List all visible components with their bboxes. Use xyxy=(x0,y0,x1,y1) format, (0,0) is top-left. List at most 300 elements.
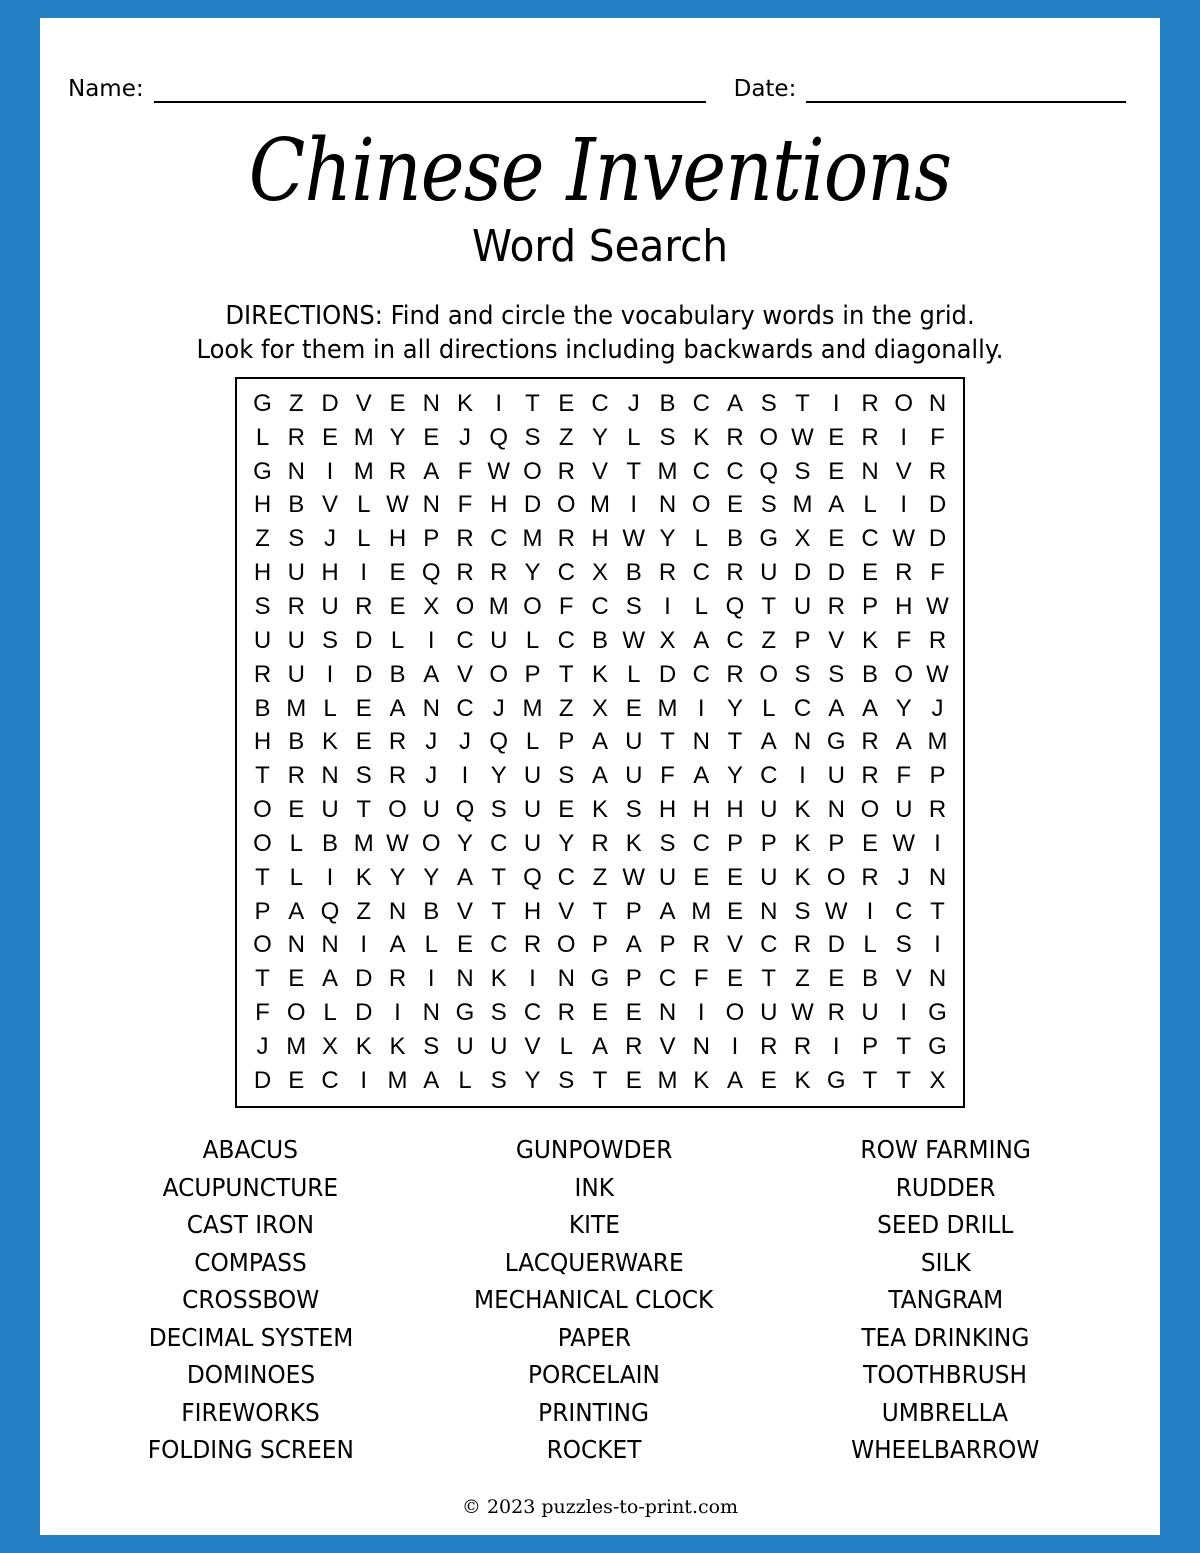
word-list-item[interactable]: GUNPOWDER xyxy=(515,1135,673,1165)
grid-cell[interactable]: J xyxy=(425,728,438,756)
grid-cell[interactable]: R xyxy=(253,660,272,688)
grid-cell[interactable]: H xyxy=(253,728,272,756)
grid-cell[interactable]: C xyxy=(490,525,508,553)
word-list-item[interactable]: INK xyxy=(574,1172,614,1202)
grid-cell[interactable]: I xyxy=(495,389,503,417)
grid-cell[interactable]: Y xyxy=(726,762,743,790)
grid-cell[interactable]: Q xyxy=(725,592,745,620)
grid-cell[interactable]: A xyxy=(693,626,710,654)
grid-cell[interactable]: P xyxy=(423,525,440,553)
grid-cell[interactable]: U xyxy=(625,728,643,756)
grid-cell[interactable]: R xyxy=(287,592,305,620)
grid-cell[interactable]: J xyxy=(459,728,471,756)
grid-cell[interactable]: D xyxy=(355,626,373,654)
grid-cell[interactable]: T xyxy=(356,796,372,824)
grid-cell[interactable]: I xyxy=(360,559,368,587)
grid-cell[interactable]: E xyxy=(321,423,338,451)
grid-cell[interactable]: B xyxy=(861,660,878,688)
grid-cell[interactable]: K xyxy=(355,863,372,891)
grid-cell[interactable]: E xyxy=(558,796,575,824)
grid-cell[interactable]: I xyxy=(900,423,908,451)
grid-cell[interactable]: M xyxy=(522,525,543,553)
grid-cell[interactable]: T xyxy=(592,897,608,925)
grid-cell[interactable]: A xyxy=(423,457,440,485)
grid-cell[interactable]: V xyxy=(828,626,845,654)
grid-cell[interactable]: T xyxy=(795,389,810,417)
grid-cell[interactable]: C xyxy=(692,829,710,857)
grid-cell[interactable]: R xyxy=(287,423,305,451)
grid-cell[interactable]: M xyxy=(657,1066,678,1094)
grid-cell[interactable]: Y xyxy=(524,559,541,587)
grid-cell[interactable]: K xyxy=(861,626,878,654)
grid-cell[interactable]: K xyxy=(321,728,338,756)
grid-cell[interactable]: R xyxy=(793,1032,812,1060)
grid-cell[interactable]: H xyxy=(726,796,744,824)
grid-cell[interactable]: I xyxy=(529,965,536,993)
grid-cell[interactable]: P xyxy=(794,626,811,654)
grid-cell[interactable]: C xyxy=(456,694,474,722)
grid-cell[interactable]: G xyxy=(928,999,947,1027)
grid-cell[interactable]: K xyxy=(794,863,811,891)
grid-cell[interactable]: Z xyxy=(592,863,608,891)
grid-cell[interactable]: K xyxy=(591,660,608,688)
grid-cell[interactable]: T xyxy=(491,897,507,925)
grid-cell[interactable]: S xyxy=(659,423,676,451)
grid-cell[interactable]: R xyxy=(658,559,677,587)
grid-cell[interactable]: E xyxy=(726,965,743,993)
grid-cell[interactable]: W xyxy=(622,626,646,654)
grid-cell[interactable]: R xyxy=(827,999,845,1027)
grid-cell[interactable]: D xyxy=(321,389,339,417)
grid-cell[interactable]: Y xyxy=(389,423,406,451)
grid-cell[interactable]: T xyxy=(558,660,574,688)
grid-cell[interactable]: T xyxy=(626,457,642,485)
grid-cell[interactable]: C xyxy=(490,931,508,959)
grid-cell[interactable]: C xyxy=(591,592,609,620)
grid-cell[interactable]: C xyxy=(658,965,677,993)
word-list-item[interactable]: KITE xyxy=(568,1210,620,1240)
grid-cell[interactable]: O xyxy=(725,999,745,1027)
grid-cell[interactable]: R xyxy=(726,660,744,688)
grid-cell[interactable]: E xyxy=(828,457,845,485)
grid-cell[interactable]: S xyxy=(659,829,676,857)
grid-cell[interactable]: G xyxy=(455,999,475,1027)
grid-cell[interactable]: R xyxy=(726,559,744,587)
grid-cell[interactable]: L xyxy=(525,728,540,756)
grid-cell[interactable]: D xyxy=(355,999,373,1027)
grid-cell[interactable]: L xyxy=(627,423,641,451)
grid-cell[interactable]: O xyxy=(523,457,542,485)
grid-cell[interactable]: X xyxy=(929,1066,946,1094)
date-input-line[interactable] xyxy=(806,100,1126,103)
grid-cell[interactable]: D xyxy=(827,559,845,587)
grid-cell[interactable]: U xyxy=(861,999,879,1027)
grid-cell[interactable]: E xyxy=(726,863,743,891)
word-list-item[interactable]: ACUPUNCTURE xyxy=(162,1172,339,1202)
grid-cell[interactable]: N xyxy=(928,965,947,993)
word-list-item[interactable]: ROW FARMING xyxy=(860,1135,1031,1165)
grid-cell[interactable]: V xyxy=(524,1032,541,1060)
grid-cell[interactable]: K xyxy=(456,389,473,417)
grid-cell[interactable]: M xyxy=(286,1032,307,1060)
grid-cell[interactable]: S xyxy=(490,796,507,824)
grid-cell[interactable]: U xyxy=(321,796,339,824)
grid-cell[interactable]: U xyxy=(760,999,778,1027)
grid-cell[interactable]: S xyxy=(254,592,271,620)
grid-cell[interactable]: S xyxy=(895,931,912,959)
grid-cell[interactable]: F xyxy=(255,999,270,1027)
grid-cell[interactable]: M xyxy=(522,694,543,722)
word-list-item[interactable]: ROCKET xyxy=(546,1435,642,1465)
grid-cell[interactable]: L xyxy=(863,491,877,519)
grid-cell[interactable]: F xyxy=(457,457,473,485)
grid-cell[interactable]: W xyxy=(892,525,916,553)
grid-cell[interactable]: C xyxy=(490,829,508,857)
grid-cell[interactable]: Q xyxy=(455,796,475,824)
grid-cell[interactable]: U xyxy=(422,796,440,824)
grid-cell[interactable]: P xyxy=(591,931,608,959)
grid-cell[interactable]: C xyxy=(895,897,913,925)
grid-cell[interactable]: H xyxy=(253,491,272,519)
grid-cell[interactable]: T xyxy=(896,1066,912,1094)
grid-cell[interactable]: D xyxy=(928,491,947,519)
grid-cell[interactable]: W xyxy=(487,457,511,485)
grid-cell[interactable]: P xyxy=(625,897,642,925)
grid-cell[interactable]: S xyxy=(423,1032,440,1060)
grid-cell[interactable]: B xyxy=(321,829,338,857)
word-list-item[interactable]: TANGRAM xyxy=(887,1285,1003,1315)
grid-cell[interactable]: R xyxy=(928,796,947,824)
grid-cell[interactable]: V xyxy=(895,965,912,993)
grid-cell[interactable]: T xyxy=(592,1066,608,1094)
grid-cell[interactable]: N xyxy=(827,796,845,824)
grid-cell[interactable]: W xyxy=(926,660,949,688)
grid-cell[interactable]: B xyxy=(659,389,676,417)
grid-cell[interactable]: A xyxy=(591,728,608,756)
word-list-item[interactable]: SEED DRILL xyxy=(877,1210,1014,1240)
grid-cell[interactable]: E xyxy=(355,728,372,756)
grid-cell[interactable]: I xyxy=(360,1066,368,1094)
grid-cell[interactable]: L xyxy=(323,999,337,1027)
grid-cell[interactable]: R xyxy=(523,931,542,959)
grid-cell[interactable]: O xyxy=(455,592,475,620)
grid-cell[interactable]: R xyxy=(928,626,947,654)
grid-cell[interactable]: A xyxy=(828,491,845,519)
word-list-item[interactable]: RUDDER xyxy=(895,1172,996,1202)
grid-cell[interactable]: U xyxy=(490,626,508,654)
grid-cell[interactable]: E xyxy=(625,999,642,1027)
grid-cell[interactable]: Z xyxy=(288,389,304,417)
word-list-item[interactable]: ABACUS xyxy=(202,1135,299,1165)
word-list-item[interactable]: TOOTHBRUSH xyxy=(863,1360,1028,1390)
grid-cell[interactable]: V xyxy=(659,1032,676,1060)
grid-cell[interactable]: C xyxy=(456,626,474,654)
grid-cell[interactable]: R xyxy=(490,559,508,587)
grid-cell[interactable]: C xyxy=(692,457,710,485)
grid-cell[interactable]: R xyxy=(827,592,845,620)
grid-cell[interactable]: H xyxy=(321,559,339,587)
word-list-item[interactable]: PORCELAIN xyxy=(528,1360,660,1390)
grid-cell[interactable]: Y xyxy=(389,863,406,891)
grid-cell[interactable]: V xyxy=(558,897,575,925)
grid-cell[interactable]: I xyxy=(832,1032,840,1060)
grid-cell[interactable]: S xyxy=(355,762,372,790)
grid-cell[interactable]: I xyxy=(731,1032,739,1060)
grid-cell[interactable]: L xyxy=(627,660,641,688)
grid-cell[interactable]: K xyxy=(693,423,710,451)
grid-cell[interactable]: R xyxy=(388,728,407,756)
word-list-item[interactable]: FOLDING SCREEN xyxy=(147,1435,354,1465)
grid-cell[interactable]: L xyxy=(458,1066,472,1094)
grid-cell[interactable]: Y xyxy=(591,423,608,451)
word-list-item[interactable]: DOMINOES xyxy=(186,1360,315,1390)
grid-cell[interactable]: Y xyxy=(558,829,575,857)
grid-cell[interactable]: L xyxy=(863,931,877,959)
grid-cell[interactable]: K xyxy=(591,796,608,824)
grid-cell[interactable]: L xyxy=(289,863,303,891)
grid-cell[interactable]: G xyxy=(826,1066,846,1094)
grid-cell[interactable]: P xyxy=(625,965,642,993)
grid-cell[interactable]: O xyxy=(556,931,576,959)
grid-cell[interactable]: N xyxy=(321,931,339,959)
grid-cell[interactable]: N xyxy=(422,999,440,1027)
word-list-item[interactable]: TEA DRINKING xyxy=(861,1322,1030,1352)
grid-cell[interactable]: B xyxy=(254,694,271,722)
grid-cell[interactable]: R xyxy=(928,457,947,485)
grid-cell[interactable]: E xyxy=(693,863,710,891)
grid-cell[interactable]: Y xyxy=(895,694,912,722)
grid-cell[interactable]: S xyxy=(321,626,338,654)
grid-cell[interactable]: P xyxy=(659,931,676,959)
grid-cell[interactable]: H xyxy=(388,525,407,553)
grid-cell[interactable]: O xyxy=(523,592,542,620)
grid-cell[interactable]: L xyxy=(525,626,540,654)
grid-cell[interactable]: O xyxy=(860,796,880,824)
grid-cell[interactable]: N xyxy=(658,999,677,1027)
grid-cell[interactable]: K xyxy=(490,965,507,993)
grid-cell[interactable]: I xyxy=(697,999,705,1027)
grid-cell[interactable]: S xyxy=(828,660,845,688)
grid-cell[interactable]: N xyxy=(928,389,947,417)
grid-cell[interactable]: O xyxy=(286,999,306,1027)
grid-cell[interactable]: E xyxy=(726,491,743,519)
grid-cell[interactable]: S xyxy=(794,897,811,925)
grid-cell[interactable]: B xyxy=(625,559,642,587)
grid-cell[interactable]: N xyxy=(422,694,440,722)
grid-cell[interactable]: H xyxy=(591,525,609,553)
grid-cell[interactable]: E xyxy=(828,525,845,553)
grid-cell[interactable]: C xyxy=(760,762,778,790)
grid-cell[interactable]: U xyxy=(523,829,542,857)
grid-cell[interactable]: U xyxy=(287,660,305,688)
grid-cell[interactable]: A xyxy=(456,863,473,891)
grid-cell[interactable]: A xyxy=(861,694,878,722)
grid-cell[interactable]: I xyxy=(326,660,334,688)
grid-cell[interactable]: A xyxy=(423,1066,440,1094)
grid-cell[interactable]: I xyxy=(934,931,941,959)
grid-cell[interactable]: K xyxy=(389,1032,406,1060)
grid-cell[interactable]: U xyxy=(490,1032,508,1060)
grid-cell[interactable]: R xyxy=(287,762,305,790)
grid-cell[interactable]: T xyxy=(255,863,270,891)
grid-cell[interactable]: C xyxy=(321,1066,339,1094)
grid-cell[interactable]: U xyxy=(895,796,913,824)
word-list-item[interactable]: DECIMAL SYSTEM xyxy=(148,1322,354,1352)
grid-cell[interactable]: O xyxy=(421,829,441,857)
grid-cell[interactable]: M xyxy=(353,829,374,857)
grid-cell[interactable]: V xyxy=(321,491,338,519)
grid-cell[interactable]: A xyxy=(389,694,406,722)
grid-cell[interactable]: A xyxy=(423,660,440,688)
grid-cell[interactable]: Y xyxy=(456,829,473,857)
grid-cell[interactable]: E xyxy=(355,694,372,722)
grid-cell[interactable]: B xyxy=(423,897,440,925)
grid-cell[interactable]: P xyxy=(828,829,845,857)
grid-cell[interactable]: N xyxy=(287,457,305,485)
grid-cell[interactable]: O xyxy=(894,660,914,688)
grid-cell[interactable]: J xyxy=(627,389,640,417)
grid-cell[interactable]: I xyxy=(900,491,908,519)
grid-cell[interactable]: O xyxy=(489,660,509,688)
grid-cell[interactable]: I xyxy=(326,863,334,891)
grid-cell[interactable]: F xyxy=(896,626,912,654)
grid-cell[interactable]: Y xyxy=(423,863,440,891)
grid-cell[interactable]: W xyxy=(791,999,814,1027)
grid-cell[interactable]: C xyxy=(557,863,575,891)
grid-cell[interactable]: P xyxy=(861,592,878,620)
grid-cell[interactable]: A xyxy=(591,1032,608,1060)
grid-cell[interactable]: V xyxy=(355,389,372,417)
grid-cell[interactable]: O xyxy=(388,796,407,824)
grid-cell[interactable]: Q xyxy=(523,863,542,891)
grid-cell[interactable]: Z xyxy=(356,897,372,925)
grid-cell[interactable]: G xyxy=(928,1032,947,1060)
grid-cell[interactable]: D xyxy=(355,660,373,688)
word-list-item[interactable]: PRINTING xyxy=(538,1397,650,1427)
word-list-item[interactable]: UMBRELLA xyxy=(882,1397,1009,1427)
grid-cell[interactable]: D xyxy=(827,931,845,959)
grid-cell[interactable]: C xyxy=(692,389,710,417)
name-input-line[interactable] xyxy=(154,100,706,103)
grid-cell[interactable]: J xyxy=(897,863,910,891)
grid-cell[interactable]: M xyxy=(657,694,678,722)
grid-cell[interactable]: U xyxy=(321,592,339,620)
grid-cell[interactable]: L xyxy=(424,931,438,959)
grid-cell[interactable]: N xyxy=(928,863,947,891)
grid-cell[interactable]: K xyxy=(794,829,811,857)
grid-cell[interactable]: T xyxy=(491,863,507,891)
grid-cell[interactable]: O xyxy=(253,829,272,857)
grid-cell[interactable]: O xyxy=(759,660,779,688)
grid-cell[interactable]: T xyxy=(660,728,675,756)
grid-cell[interactable]: E xyxy=(389,559,406,587)
grid-cell[interactable]: S xyxy=(524,423,541,451)
word-list-item[interactable]: CAST IRON xyxy=(187,1210,315,1240)
grid-cell[interactable]: I xyxy=(360,931,368,959)
grid-cell[interactable]: V xyxy=(456,660,473,688)
grid-cell[interactable]: I xyxy=(427,626,435,654)
grid-cell[interactable]: Y xyxy=(490,762,507,790)
grid-cell[interactable]: R xyxy=(861,863,879,891)
grid-cell[interactable]: O xyxy=(894,389,914,417)
word-list-item[interactable]: WHEELBARROW xyxy=(851,1435,1040,1465)
grid-cell[interactable]: U xyxy=(760,796,778,824)
grid-cell[interactable]: E xyxy=(828,423,845,451)
grid-cell[interactable]: W xyxy=(622,863,646,891)
grid-cell[interactable]: L xyxy=(255,423,270,451)
grid-cell[interactable]: G xyxy=(759,525,779,553)
grid-cell[interactable]: F xyxy=(660,762,675,790)
grid-cell[interactable]: P xyxy=(760,829,777,857)
grid-cell[interactable]: N xyxy=(321,762,339,790)
grid-cell[interactable]: A xyxy=(591,762,608,790)
grid-cell[interactable]: R xyxy=(726,423,744,451)
grid-cell[interactable]: A xyxy=(895,728,912,756)
word-list-item[interactable]: LACQUERWARE xyxy=(504,1247,684,1277)
grid-cell[interactable]: T xyxy=(525,389,540,417)
grid-cell[interactable]: A xyxy=(693,762,710,790)
grid-cell[interactable]: R xyxy=(861,389,879,417)
grid-cell[interactable]: B xyxy=(288,728,305,756)
grid-cell[interactable]: D xyxy=(523,491,542,519)
grid-cell[interactable]: R xyxy=(456,525,474,553)
grid-cell[interactable]: R xyxy=(388,965,407,993)
grid-cell[interactable]: K xyxy=(794,796,811,824)
grid-cell[interactable]: E xyxy=(828,965,845,993)
grid-cell[interactable]: L xyxy=(559,1032,573,1060)
grid-cell[interactable]: A xyxy=(389,931,406,959)
grid-cell[interactable]: U xyxy=(287,626,305,654)
grid-cell[interactable]: W xyxy=(791,423,814,451)
word-list-item[interactable]: FIREWORKS xyxy=(181,1397,320,1427)
grid-cell[interactable]: U xyxy=(523,762,542,790)
grid-cell[interactable]: C xyxy=(523,999,542,1027)
grid-cell[interactable]: Q xyxy=(421,559,441,587)
grid-cell[interactable]: U xyxy=(760,863,778,891)
grid-cell[interactable]: E xyxy=(558,389,575,417)
grid-cell[interactable]: X xyxy=(794,525,811,553)
grid-cell[interactable]: M xyxy=(691,897,712,925)
grid-cell[interactable]: O xyxy=(691,491,711,519)
grid-cell[interactable]: O xyxy=(253,796,272,824)
grid-cell[interactable]: S xyxy=(794,457,811,485)
grid-cell[interactable]: W xyxy=(892,829,916,857)
grid-cell[interactable]: E xyxy=(456,931,473,959)
grid-cell[interactable]: R xyxy=(692,931,710,959)
grid-cell[interactable]: H xyxy=(490,491,508,519)
grid-cell[interactable]: D xyxy=(355,965,373,993)
grid-cell[interactable]: C xyxy=(760,931,778,959)
grid-cell[interactable]: N xyxy=(760,897,778,925)
grid-cell[interactable]: E xyxy=(861,559,878,587)
grid-cell[interactable]: N xyxy=(287,931,305,959)
grid-cell[interactable]: F xyxy=(457,491,473,519)
grid-cell[interactable]: F xyxy=(693,965,709,993)
grid-cell[interactable]: V xyxy=(895,457,912,485)
word-list-item[interactable]: MECHANICAL CLOCK xyxy=(474,1285,714,1315)
grid-cell[interactable]: H xyxy=(253,559,272,587)
grid-cell[interactable]: T xyxy=(255,965,270,993)
grid-cell[interactable]: S xyxy=(794,660,811,688)
grid-cell[interactable]: L xyxy=(762,694,776,722)
grid-cell[interactable]: D xyxy=(928,525,947,553)
grid-cell[interactable]: R xyxy=(557,999,575,1027)
grid-cell[interactable]: I xyxy=(394,999,401,1027)
grid-cell[interactable]: B xyxy=(288,491,305,519)
grid-cell[interactable]: B xyxy=(591,626,608,654)
grid-cell[interactable]: I xyxy=(832,389,840,417)
grid-cell[interactable]: R xyxy=(355,592,373,620)
